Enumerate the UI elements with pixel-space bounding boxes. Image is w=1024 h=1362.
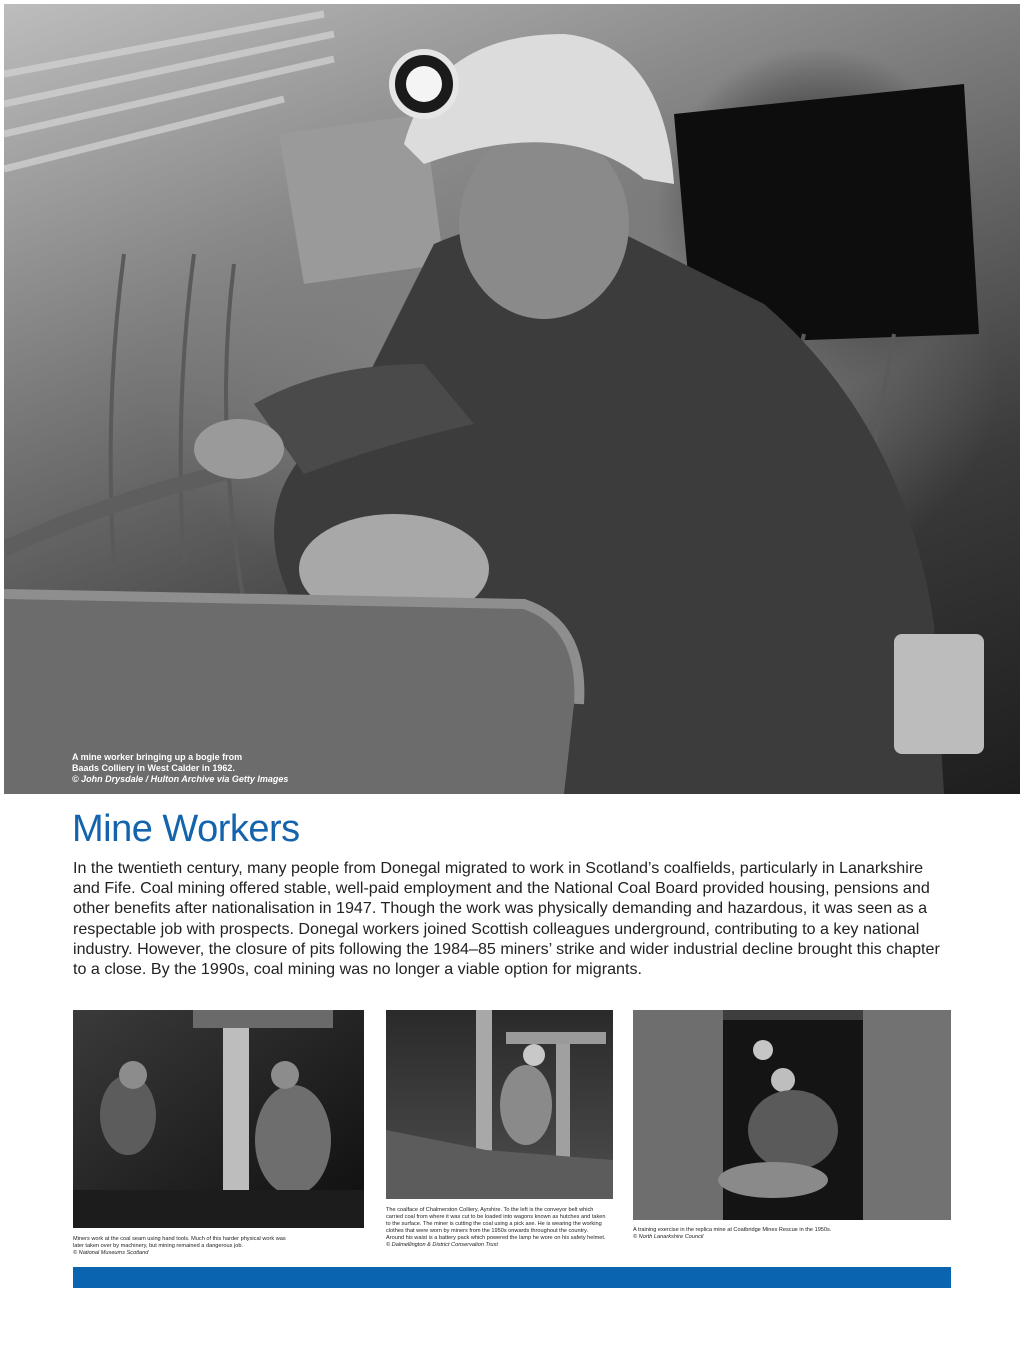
- hero-caption: [72, 752, 392, 785]
- page-title: Mine Workers: [72, 808, 300, 850]
- hero-photo: [4, 4, 1020, 794]
- photo-3-caption: A training exercise in the replica mine at Coatbridge Mines Rescue in the 1950s.: [633, 1227, 832, 1233]
- photo-coatbridge-mines-rescue: [633, 1010, 951, 1220]
- photo-1-illustration: [73, 1010, 364, 1228]
- hero-credit: © John Drysdale / Hulton Archive via Getty Images: [72, 774, 289, 784]
- photo-3-illustration: [633, 1010, 951, 1220]
- photo-1-caption-block: [73, 1236, 291, 1257]
- photo-3-credit: © North Lanarkshire Council: [633, 1234, 704, 1240]
- photo-2-caption-block: [386, 1207, 606, 1249]
- photo-miners-coal-seam: [73, 1010, 364, 1228]
- hero-caption-line2: Baads Colliery in West Calder in 1962.: [72, 763, 235, 773]
- hero-photo-illustration: [4, 4, 1020, 794]
- body-paragraph: In the twentieth century, many people from Donegal migrated to work in Scotland’s coalfields, particularly in Lanarkshire and Fife. Coal mining offered stable, well-paid employment and the National Coal Board provided housing, pensions and other benefits after nationalisation in 1947. Though the work was physically demanding and hazardous, it was seen as a respectable job with prospects. Donegal workers joined Scottish colleagues underground, contributing to a key national industry. However, the closure of pits following the 1984–85 miners’ strike and wider industrial decline brought this chapter to a close. By the 1990s, coal mining was no longer a viable option for migrants.: [73, 859, 940, 979]
- photo-2-illustration: [386, 1010, 613, 1199]
- hero-caption-line1: A mine worker bringing up a bogie from: [72, 752, 243, 762]
- photo-chalmerston-colliery: [386, 1010, 613, 1199]
- photo-1-caption: Miners work at the coal seam using hand tools. Much of this harder physical work was later taken over by machinery, but mining remained a dangerous job.: [73, 1236, 286, 1249]
- photo-2-credit: © Dalmellington & District Conservation Trust: [386, 1242, 498, 1248]
- photo-2-caption: The coalface of Chalmerston Colliery, Ayrshire. To the left is the conveyor belt which carried coal from where it was cut to be loaded into wagons known as hutches and taken to the surface. The miner is cutting the coal using a pick axe. He is wearing the working clothes that were worn by miners from the 1950s onwards throughout the country. Around his waist is a battery pack which powered the lamp he wore on his safety helmet.: [386, 1207, 606, 1241]
- photo-1-credit: © National Museums Scotland: [73, 1250, 149, 1256]
- photo-3-caption-block: [633, 1227, 933, 1241]
- footer-accent-bar: [73, 1267, 951, 1288]
